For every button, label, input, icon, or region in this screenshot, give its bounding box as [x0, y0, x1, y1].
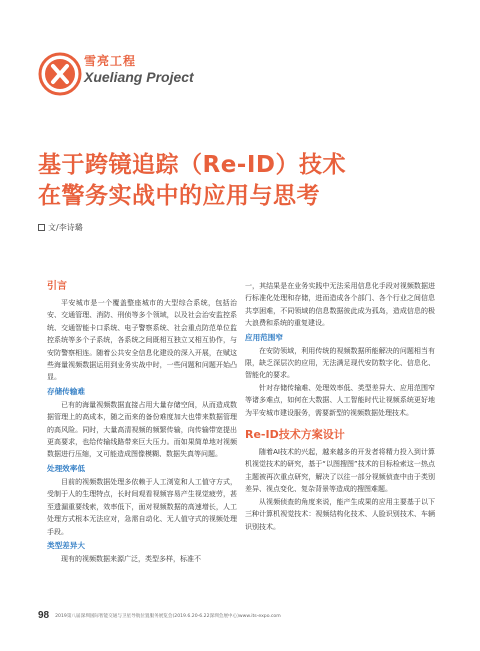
section-heading-intro: 引言: [47, 281, 67, 292]
xueliang-logo-icon: [38, 52, 82, 96]
column-header: [84, 54, 194, 86]
body-paragraph: 一，其结果是在业务实践中无法采用信息化手段对视频数据进行标准化处理和存储，进而造成各个部门、各个行业之间信息共享困难，不同领域的信息数据彼此成为孤岛，造成信息的极大浪费和系统的重复建设。: [245, 282, 435, 328]
page-number: 98: [38, 610, 50, 621]
body-paragraph: 针对存储传输难、处理效率低、类型差异大、应用范围窄等诸多难点，如何在大数据、人工智能时代让视频系统更好地为平安城市建设服务，需要新型的视频数据处理技术。: [245, 383, 435, 417]
body-paragraph: 平安城市是一个覆盖整座城市的大型综合系统，包括治安、交通管理、消防、刑侦等多个领域，以及社会治安监控系统、交通智能卡口系统、电子警察系统、社会重点防范单位监控系统等多个子系统，各系统之间既相互独立又相互协作，与安防警察相连。随着公共安全信息化建设的深入开展，在赋这些海量视频数据运用到业务实战中时，一些问题和问题开始凸显。: [47, 299, 237, 382]
footer-source-text: 2019第八届深圳国际智能交通与卫星导航位置服务展览会(2019.6.20-6.22深圳会展中心)www.its-expo.com: [55, 613, 281, 619]
body-paragraph: 已有的海量视频数据直接占用大量存储空间，从而造成数据管理上的高成本，随之而来的备份难度加大也带来数据管理的高风险。同时，大量高清视频的频繁传输，向传输带宽提出更高要求，也给传输线路带来巨大压力。而如果简单地对视频数据进行压缩，又可能造成图像模糊、数据失真等问题。: [47, 400, 237, 459]
page-footer: [38, 610, 281, 621]
article-title-line: 在警务实战中的应用与思考: [38, 183, 320, 209]
subsection-heading: 应用范围窄: [245, 332, 283, 342]
column-name-en: Xueliang Project: [84, 69, 194, 85]
column-name-cn: 雪亮工程: [84, 54, 137, 68]
body-paragraph: 目前的视频数据处理多依赖于人工浏览和人工值守方式，受制于人的生理特点，长时间观看视频容易产生视觉疲劳，甚至遗漏重要线索，效率低下，面对视频数据的高速增长，人工处理方式根本无法应对，急需自动化、无人值守式的视频处理手段。: [47, 477, 237, 536]
author-name: 文/李诗璐: [48, 223, 83, 232]
subsection-heading: 类型差异大: [47, 540, 85, 550]
subsection-heading: 处理效率低: [47, 463, 85, 473]
left-column: [47, 280, 237, 565]
right-column: [245, 280, 435, 533]
author-line: [38, 222, 83, 233]
body-paragraph: 在安防领域，利用传统的视频数据所能解决的问题相当有限，缺乏深层次的应用，无法满足现代安防数字化、信息化、智能化的要求。: [245, 346, 435, 380]
section-heading-reid: Re-ID技术方案设计: [245, 428, 345, 442]
body-paragraph: 现有的视频数据来源广泛，类型多样，标准不: [61, 554, 201, 563]
body-paragraph: 随着AI技术的兴起，越来越多的开发者将精力投入到计算机视觉技术的研究，基于“以图搜图”技术的目标检索这一热点主题被再次重点研究，解决了以往一部分视频侦查中由于类别差异、视点变化、复杂背景等造成的搜图难题。: [245, 448, 435, 494]
author-box-icon: [38, 224, 45, 231]
article-title: [38, 150, 458, 212]
article-title-line: 基于跨镜追踪（Re-ID）技术: [38, 152, 347, 178]
subsection-heading: 存储传输难: [47, 386, 85, 396]
body-paragraph: 从视频侦查的角度来说，能产生成果的应用主要基于以下三种计算机视觉技术：视频结构化技术、人脸识别技术、车辆识别技术。: [245, 497, 435, 531]
